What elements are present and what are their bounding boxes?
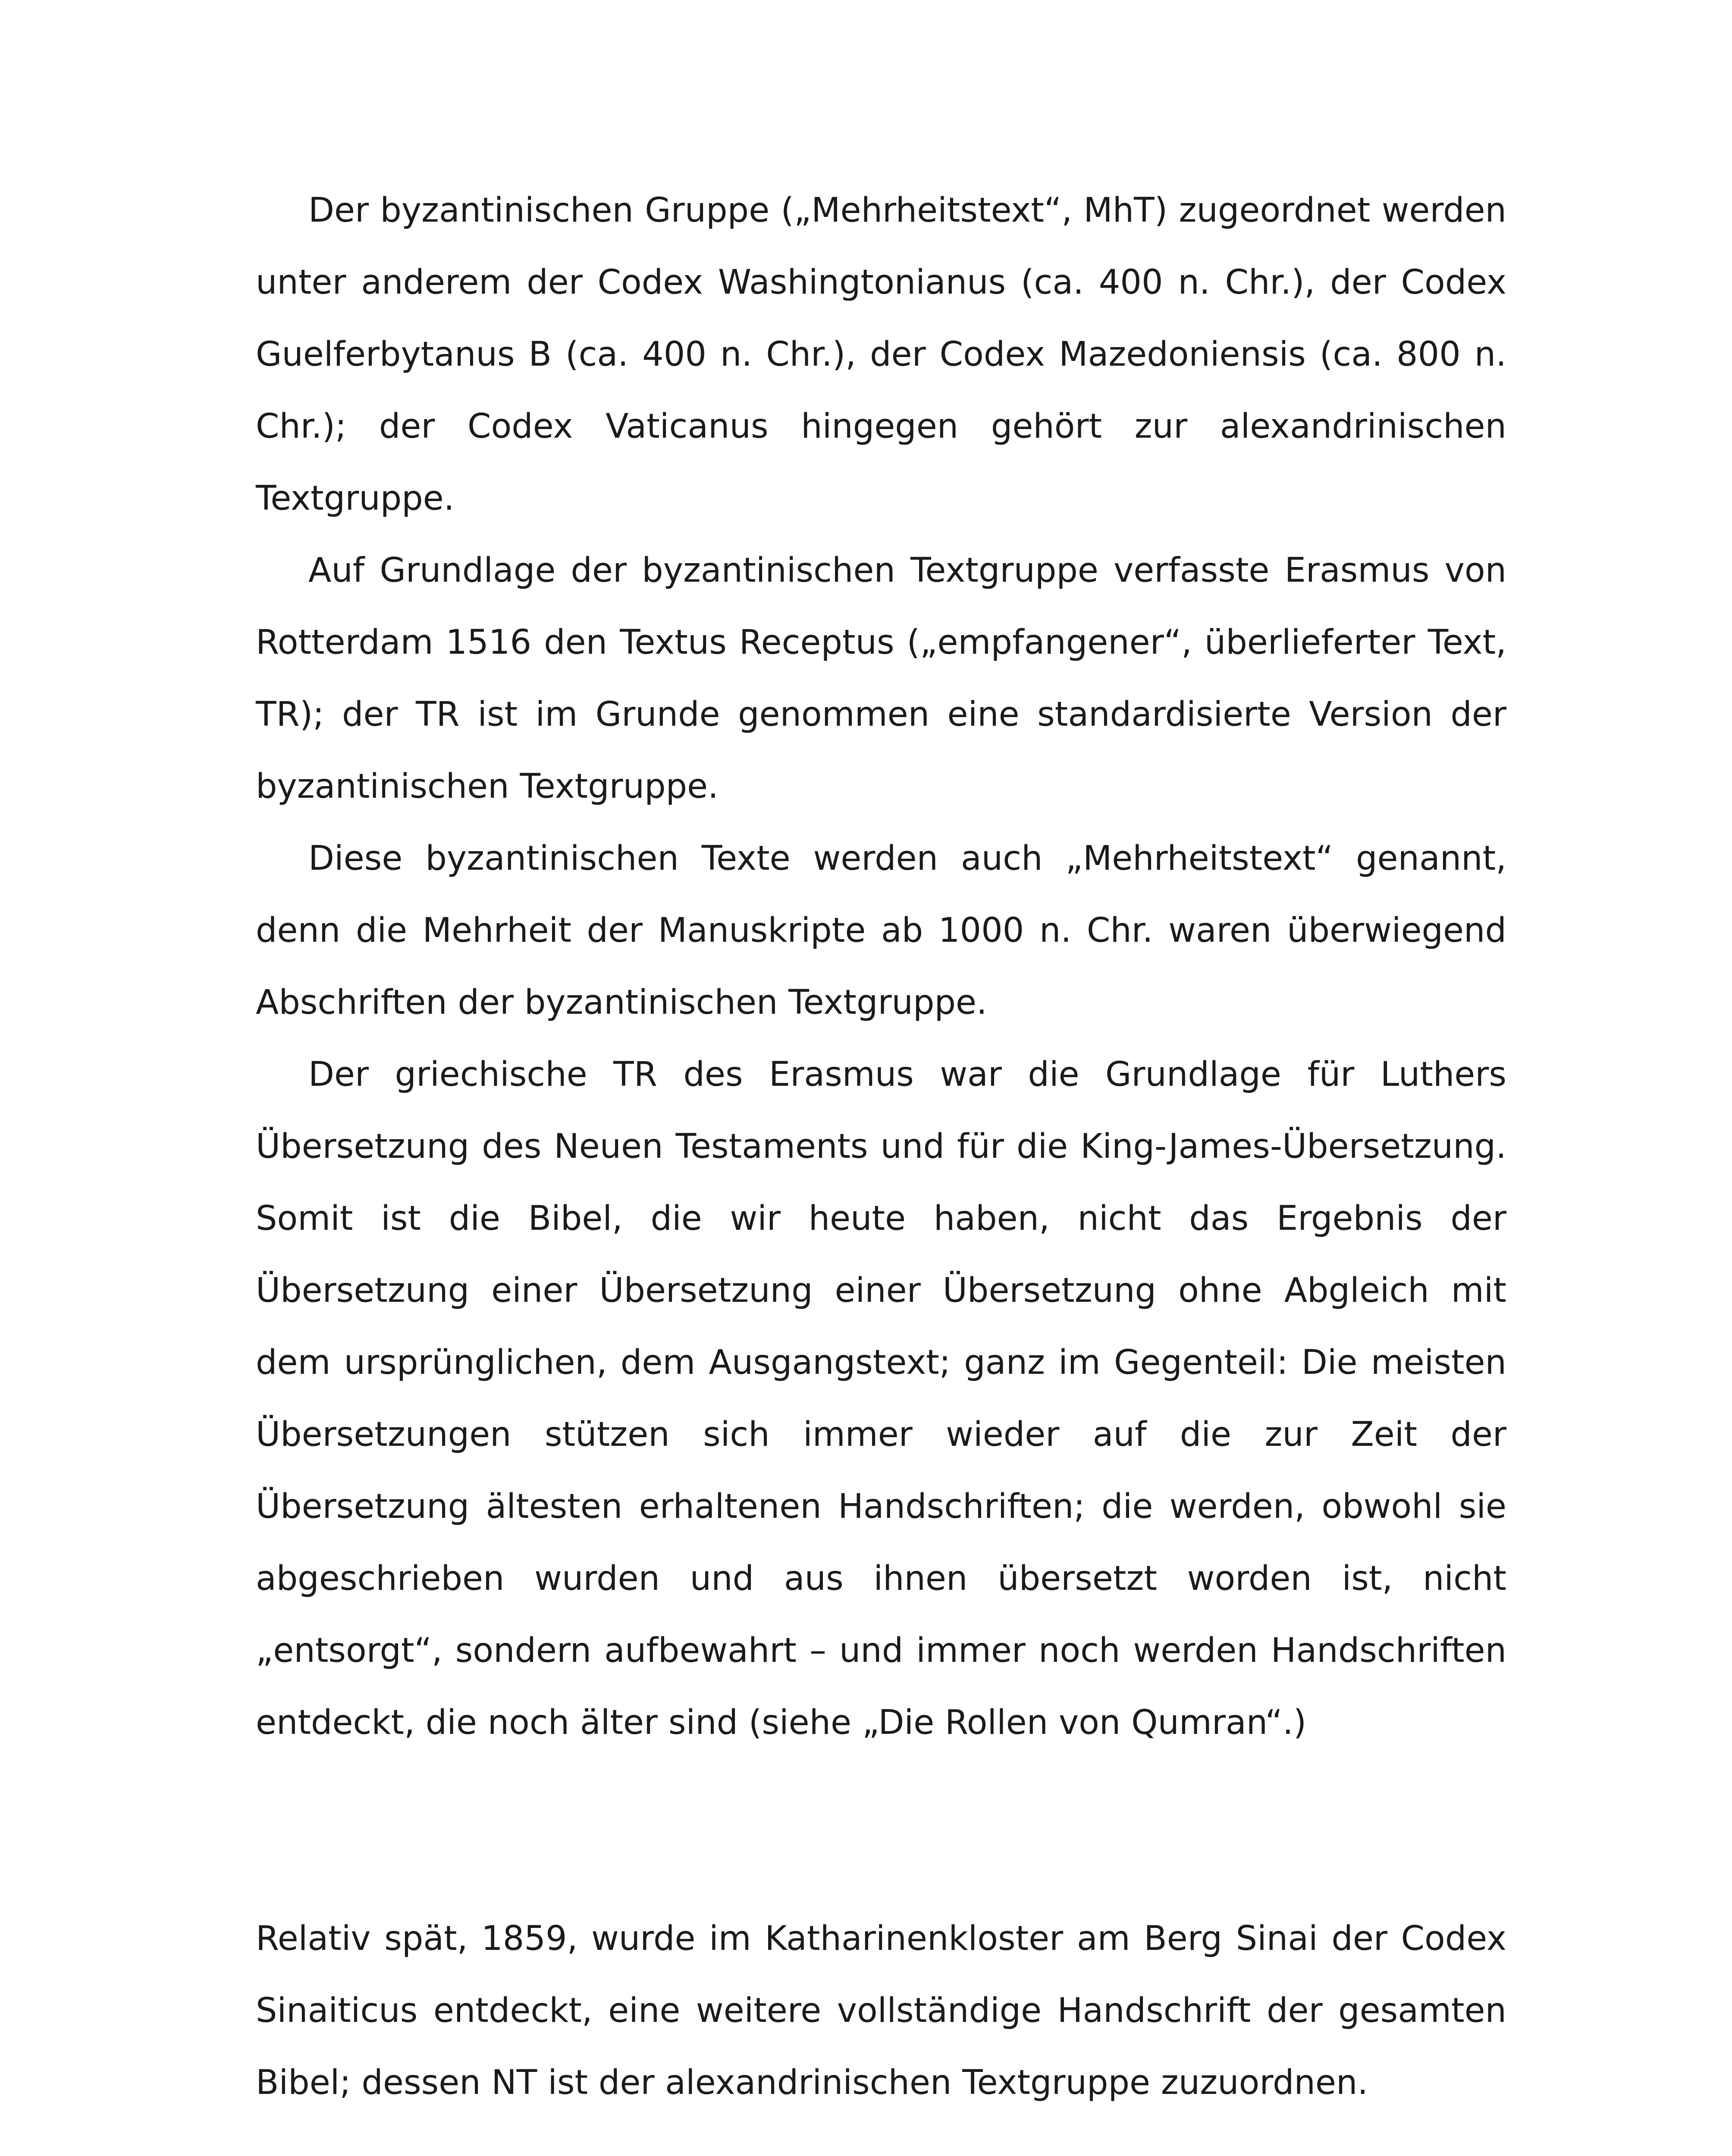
section-gap: [256, 1759, 1506, 1903]
body-text: [256, 175, 1506, 2119]
paragraph-byzantine-group: Der byzantinischen Gruppe („Mehrheitstext“, MhT) zugeordnet werden unter anderem der Codex Washingtonianus (ca. 400 n. Chr.), der Codex Guelferbytanus B (ca. 400 n. Chr.), der Codex Mazedoniensis (ca. 800 n. Chr.); der Codex Vaticanus hingegen gehört zur alexandrinischen Textgruppe.: [256, 191, 1506, 518]
paragraph-codex-sinaiticus: Relativ spät, 1859, wurde im Katharinenkloster am Berg Sinai der Codex Sinaiticus entdeckt, eine weitere vollständige Handschrift der gesamten Bibel; dessen NT ist der alexandrinischen Textgruppe zuzuordnen.: [256, 1919, 1506, 2102]
paragraph-textus-receptus: Auf Grundlage der byzantinischen Textgruppe verfasste Erasmus von Rotterdam 1516 den Textus Receptus („empfangener“, überlieferter Text, TR); der TR ist im Grunde genommen eine standardisierte Version der byzantinischen Textgruppe.: [256, 551, 1506, 806]
paragraph-majority-text: Diese byzantinischen Texte werden auch „Mehrheitstext“ genannt, denn die Mehrheit der Manuskripte ab 1000 n. Chr. waren überwiegend Abschriften der byzantinischen Textgruppe.: [256, 839, 1506, 1022]
paragraph-luther-translation: Der griechische TR des Erasmus war die Grundlage für Luthers Übersetzung des Neuen Testaments und für die King-James-Übersetzung. Somit ist die Bibel, die wir heute haben, nicht das Ergebnis der Übersetzung einer Übersetzung einer Übersetzung ohne Abgleich mit dem ursprünglichen, dem Ausgangstext; ganz im Gegenteil: Die meisten Übersetzungen stützen sich immer wieder auf die zur Zeit der Übersetzung ältesten erhaltenen Handschriften; die werden, obwohl sie abgeschrieben wurden und aus ihnen übersetzt worden ist, nicht „entsorgt“, sondern aufbewahrt – und immer noch werden Handschriften entdeckt, die noch älter sind (siehe „Die Rollen von Qumran“.): [256, 1055, 1506, 1742]
